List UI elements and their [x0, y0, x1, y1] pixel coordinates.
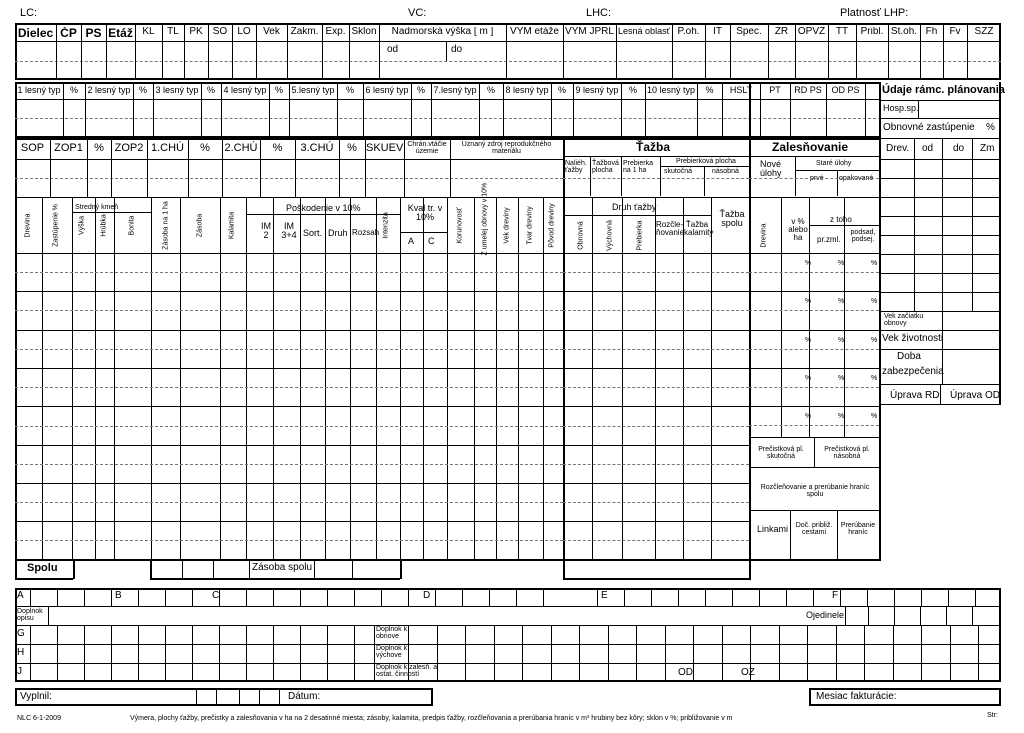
lesny-typ-15: % [557, 86, 566, 95]
platnost-label: Platnosť LHP: [840, 7, 909, 19]
uprava-rd: Úprava RD [890, 390, 940, 401]
prerubanie: Prerúbanie hraníc [840, 522, 876, 536]
hosp-label: Hosp.sp. [883, 103, 919, 113]
lesny-typ-5: % [206, 86, 215, 95]
lesny-typ-6: 4 lesný typ [223, 86, 267, 95]
row3-0: SOP [20, 142, 45, 154]
lesny-typ-7: % [274, 86, 283, 95]
header-16: Lesná oblasť [618, 27, 670, 36]
lesny-typ-9: % [345, 86, 354, 95]
row3-1: ZOP1 [54, 142, 83, 154]
zales-pct-368-2: % [871, 375, 878, 382]
zabezp-label: zabezpečenia [882, 366, 944, 377]
zales-pct-253-2: % [871, 260, 878, 267]
vek-zaciatku: Vek začiatku obnovy [884, 313, 924, 327]
zales-opak: opakované [839, 175, 874, 182]
header-2: PS [85, 27, 102, 39]
precist-nasobna: Prečistková pl. násobná [824, 446, 870, 460]
ojedinele: Ojedinele [806, 610, 845, 620]
tazba-prebierka: Prebierka na 1 ha [623, 160, 653, 174]
stredny-kmen: Stredný kmeň [75, 204, 119, 211]
tazba-prebierkova: Prebierková plocha [676, 158, 736, 165]
kval-c: C [428, 236, 435, 246]
tazba-spolu: Ťažba spolu [719, 209, 745, 228]
zales-pct-368-1: % [838, 375, 845, 382]
left-col-20: Z umelej obnovy v 10% [481, 182, 489, 256]
header-19: Špec. [736, 27, 762, 37]
letter-A: A [17, 590, 24, 601]
uprava-od: Úprava OD [950, 390, 1001, 401]
zales-pct-406-0: % [805, 413, 812, 420]
row3-3: ZOP2 [114, 142, 144, 154]
udaje-col-zm: Zm [980, 143, 995, 154]
zales-pct-253-0: % [805, 260, 812, 267]
zasoba-spolu: Zásoba spolu [252, 562, 313, 573]
zales-nove: Nové úlohy [760, 159, 782, 178]
letter-C: C [212, 590, 220, 601]
footer-note: Výmera, plochy ťažby, prečistky a zalesňovania v ha na 2 desatinné miesta; zásoby, kalamita, predpis ťažby, rozčleňovania a prerúbania hraníc v m³ hrubiny bez kôry; sklon v %; približovanie v m [130, 715, 733, 722]
zales-przml: pr.zml. [817, 235, 841, 244]
zales-pct-406-1: % [838, 413, 845, 420]
lesny-typ-14: 8 lesný typ [505, 86, 549, 95]
lesny-typ-20: HSLT [729, 86, 753, 95]
kval-a: A [408, 236, 415, 246]
left-col-15: Intenzita [382, 212, 390, 239]
left-col-4: Hrúbka [100, 214, 108, 237]
tazba-naliehavost: Naliéh. ťažby [565, 160, 587, 174]
obnov-pct: % [986, 122, 995, 133]
lesny-typ-0: 1 lesný typ [17, 86, 61, 95]
rozclen-spolu: Rozčleňovanie a prerúbanie hraníc spolu [760, 484, 870, 498]
nadm-od: od [387, 44, 399, 55]
lesny-typ-23: OD PS [831, 86, 860, 95]
header-25: Fh [925, 27, 938, 37]
tazba-skutocna: skutočná [664, 168, 693, 175]
lesny-typ-2: 2 lesný typ [87, 86, 131, 95]
sort: Sort. [303, 228, 323, 238]
header-8: LO [237, 27, 251, 37]
letter-G: G [17, 628, 25, 639]
left-col-1: Zastúpenie % [52, 204, 60, 247]
left-col-23: Pôvod dreviny [548, 203, 556, 248]
left-col-22: Tvar dreviny [526, 206, 534, 245]
lesny-typ-16: 9 lesný typ [575, 86, 619, 95]
zales-pct-alebo: v % alebo ha [788, 217, 808, 242]
row3-12: Uznaný zdroj reprodukčného materiálu [461, 141, 552, 155]
udaje-title: Údaje rámc. plánovania [882, 84, 1005, 96]
obnov-label: Obnovné zastúpenie [883, 122, 975, 133]
tazba-plocha: Ťažbová plocha [592, 160, 619, 174]
tazba-title: Ťažba [636, 140, 671, 154]
udaje-col-drev: Drev. [886, 143, 910, 154]
zales-drevina: Drevina [760, 223, 768, 248]
doc-cestami: Doč. približ. cestami [795, 522, 833, 536]
row3-4: 1.CHÚ [150, 142, 184, 154]
header-12: Sklon [351, 27, 377, 37]
header-18: IT [713, 27, 722, 37]
kval: Kval tr. v 10% [407, 203, 443, 222]
linkami: Linkami [757, 524, 789, 534]
vek-zivotnosti: Vek životnosti [882, 333, 944, 344]
header-4: KL [142, 27, 155, 37]
zales-pct-406-2: % [871, 413, 878, 420]
doplnok-zalesn: Doplnok k zalesň. a ostat. činností [376, 664, 438, 678]
zales-ztoho: z toho [830, 215, 852, 224]
row3-8: 3.CHÚ [300, 142, 334, 154]
header-22: TT [835, 27, 849, 37]
header-3: Etáž [108, 27, 133, 39]
lesny-typ-3: % [138, 86, 147, 95]
lesny-typ-13: % [486, 86, 495, 95]
lesny-typ-10: 6 lesný typ [365, 86, 409, 95]
header-11: Exp. [325, 27, 346, 37]
zales-prve: prvé [810, 175, 824, 182]
zales-pct-253-1: % [838, 260, 845, 267]
letter-grid [15, 588, 1001, 682]
left-col-3: Výška [78, 215, 86, 236]
lc-label: LC: [20, 7, 38, 19]
left-col-21: Vek dreviny [503, 207, 511, 244]
lesny-typ-12: 7.lesný typ [433, 86, 477, 95]
letter-H: H [17, 647, 25, 658]
zales-pct-330-2: % [871, 337, 878, 344]
doba-label: Doba [897, 351, 921, 362]
im2: IM 2 [261, 221, 271, 240]
row3-10: SKUEV [366, 142, 404, 154]
letter-D: D [423, 590, 431, 601]
tazba-col-2: Prebierka [636, 220, 644, 251]
lesny-typ-22: RD PS [794, 86, 822, 95]
im34: IM 3+4 [281, 221, 297, 240]
vyplnil-box [15, 688, 433, 706]
lesny-typ-8: 5.lesný typ [291, 86, 335, 95]
header-0: Dielec [17, 27, 54, 39]
left-col-0: Drevina [24, 213, 32, 238]
zales-pct-291-1: % [838, 298, 845, 305]
row3-2: % [94, 142, 104, 154]
left-col-19: Korunovosť [456, 207, 464, 244]
lhc-label: LHC: [586, 7, 612, 19]
lesny-typ-17: % [628, 86, 637, 95]
header-14: VYM etáže [510, 27, 559, 37]
zales-pct-291-2: % [871, 298, 878, 305]
tazba-col-0: Obnovná [577, 221, 585, 250]
nadm-do: do [451, 44, 463, 55]
lesny-typ-21: PT [769, 86, 781, 95]
lesny-typ-11: % [416, 86, 425, 95]
zales-pct-330-0: % [805, 337, 812, 344]
zales-podsad: podsad, podsej. [850, 229, 876, 243]
row3-11: Chrán.vtáčie územie [407, 141, 447, 155]
datum-label: Dátum: [288, 691, 321, 702]
letter-E: E [601, 590, 608, 601]
header-15: VYM JPRL [565, 27, 614, 37]
header-20: ZR [774, 27, 789, 37]
form-code: NLC 6-1-2009 [17, 715, 61, 722]
header-24: St.oh. [890, 27, 918, 37]
tazba-col-1: Výchovná [606, 220, 614, 251]
row3-9: % [347, 142, 357, 154]
zales-stare: Staré úlohy [816, 160, 852, 167]
left-col-8: Kalamita [228, 211, 236, 240]
zales-title: Zalesňovanie [772, 140, 849, 154]
udaje-col-do: do [953, 143, 965, 154]
left-col-7: Zásoba [196, 213, 204, 238]
header-21: OPVZ [797, 27, 826, 37]
lesny-typ-1: % [69, 86, 78, 95]
row3-5: % [200, 142, 210, 154]
left-col-6: Zásoba na 1 ha [162, 201, 170, 250]
doplnok-obnove: Doplnok k obnove [376, 626, 408, 640]
druh-tazby: Druh ťažby [612, 202, 657, 212]
precist-skutocna: Prečistková pl. skutočná [758, 446, 804, 460]
header-17: P.oh. [677, 27, 700, 37]
header-7: SO [212, 27, 228, 37]
header-6: PK [189, 27, 203, 37]
zales-pct-330-1: % [838, 337, 845, 344]
row3-7: % [272, 142, 283, 154]
spolu-label: Spolu [27, 562, 58, 574]
oz-label: OZ [741, 667, 755, 678]
left-col-5: Bonita [128, 215, 136, 236]
zales-pct-291-0: % [805, 298, 812, 305]
header-26: Fv [949, 27, 961, 37]
header-1: ČP [60, 27, 77, 39]
header-9: Vek [263, 27, 280, 37]
page-str: Str: [987, 712, 998, 719]
druh: Druh [328, 228, 348, 238]
od-label: OD [678, 667, 693, 678]
poskodenie: Poškodenie v 10% [286, 203, 361, 213]
tazba-kalam: Ťažba kalamity [684, 220, 714, 237]
lesny-typ-19: % [705, 86, 714, 95]
header-23: Pribl. [860, 27, 884, 37]
letter-J: J [17, 666, 22, 677]
header-5: TL [167, 27, 179, 37]
vc-label: VC: [408, 7, 427, 19]
header-27: SZZ [974, 27, 994, 37]
zales-pct-368-0: % [805, 375, 812, 382]
row3-6: 2.CHÚ [224, 142, 258, 154]
lesny-typ-18: 10 lesný typ [646, 86, 696, 95]
header-10: Zakm. [290, 27, 319, 37]
letter-B: B [115, 590, 122, 601]
header-13: Nadmorská výška [ m ] [391, 27, 494, 37]
rozsah: Rozsah [352, 228, 380, 237]
udaje-col-od: od [922, 143, 934, 154]
mesiac-label: Mesiac fakturácie: [816, 691, 897, 702]
letter-F: F [832, 590, 839, 601]
lesny-typ-4: 3 lesný typ [155, 86, 199, 95]
vyplnil-label: Vyplnil: [20, 691, 52, 702]
doplnok-vychove: Doplnok k výchove [376, 645, 408, 659]
doplnok-opisu: Doplnok opisu [17, 608, 43, 622]
tazba-rozclen: Rozčle-ňovanie [656, 220, 685, 237]
tazba-nasobna: násobná [712, 168, 739, 175]
